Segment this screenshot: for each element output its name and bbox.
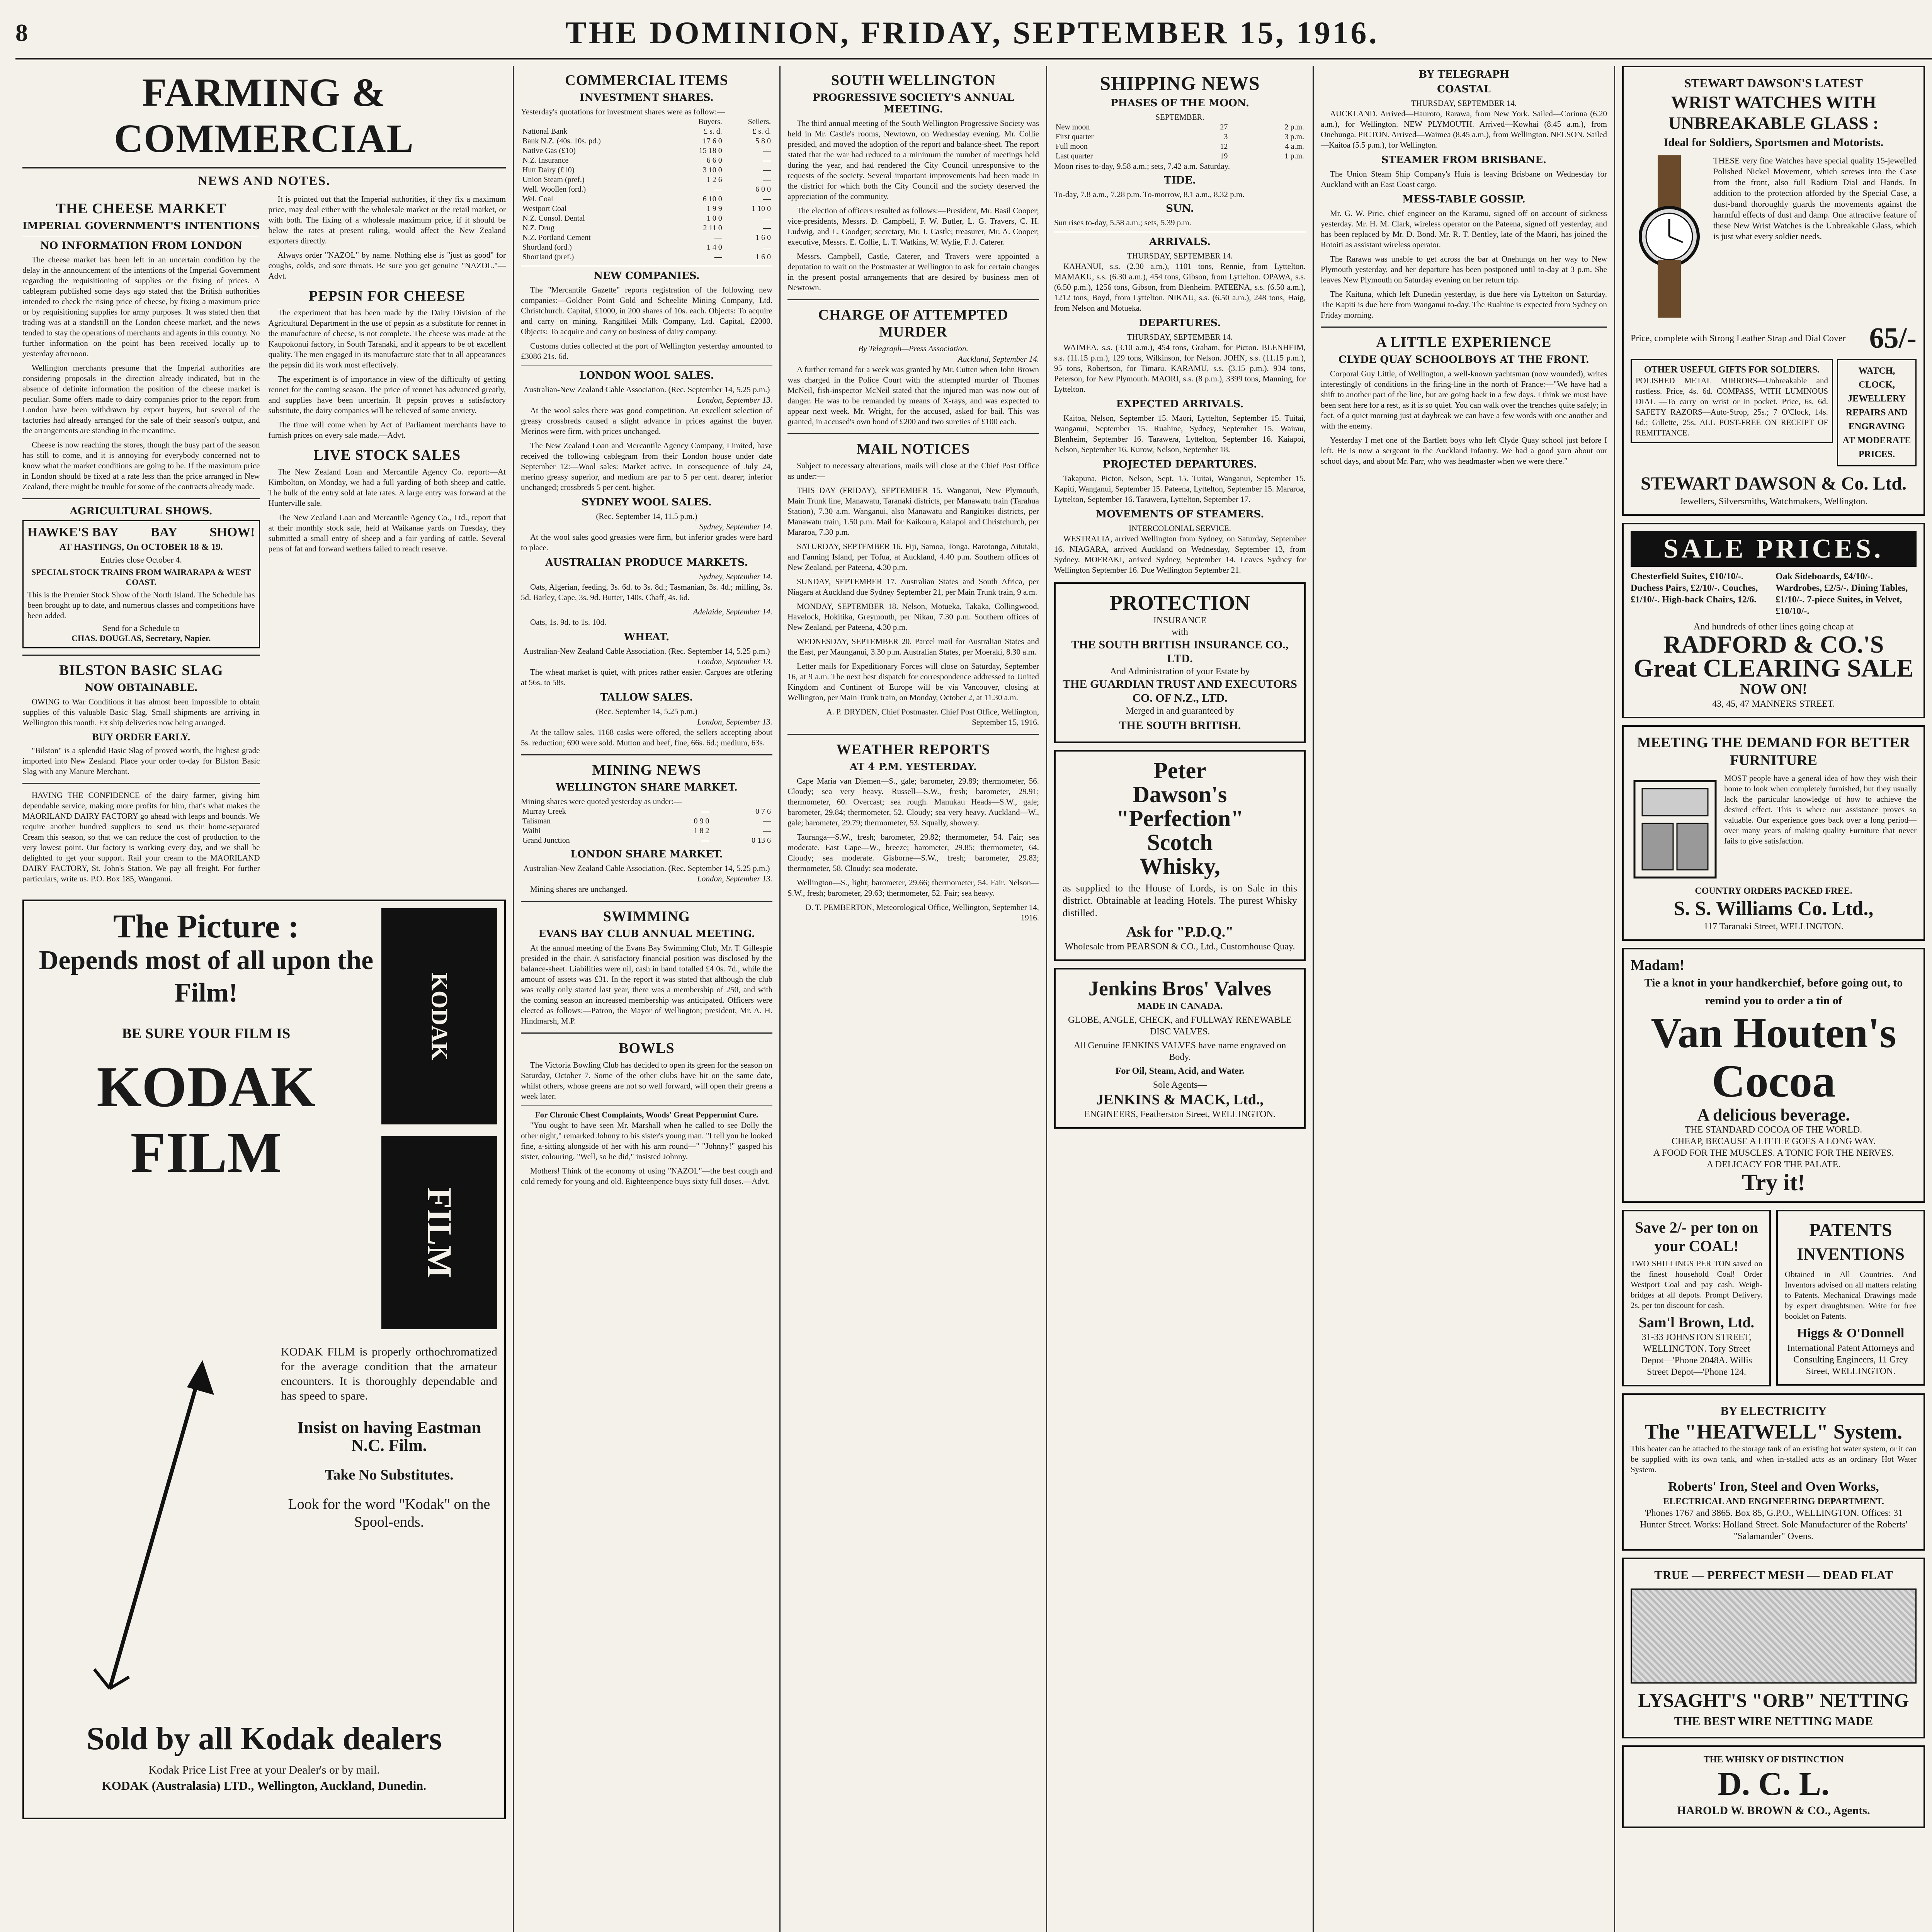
shows-headline: AGRICULTURAL SHOWS. bbox=[70, 505, 213, 517]
table-row: First quarter 3 3 p.m. bbox=[1056, 133, 1304, 141]
protection-insurance-ad: PROTECTION INSURANCE with THE SOUTH BRITISH INSURANCE CO., LTD. And Administration of your Estate by THE GUARDIAN TRUST AND EXECUTORS CO. OF N.Z., LTD. Merged in and guaranteed by THE SOUTH BRITISH. bbox=[1054, 582, 1306, 743]
newspaper-title: THE DOMINION, FRIDAY, SEPTEMBER 15, 1916. bbox=[565, 15, 1379, 50]
section-subtitle: NEWS AND NOTES. bbox=[198, 174, 330, 188]
wrist-watch-icon bbox=[1631, 155, 1708, 318]
table-row: Bank N.Z. (40s. 10s. pd.) 17 6 0 5 8 0 bbox=[522, 137, 771, 145]
little-experience-headline: A LITTLE EXPERIENCE bbox=[1376, 334, 1552, 350]
weather-headline: WEATHER REPORTS bbox=[836, 742, 990, 758]
jenkins-valves-ad: Jenkins Bros' Valves MADE IN CANADA. GLOBE, ANGLE, CHECK, and FULLWAY RENEWABLE DISC VALVES. All Genuine JENKINS VALVES have name engraved on Body. For Oil, Steam, Acid, and Water. Sole Agents— JENKINS & MACK, Ltd., ENGINEERS, Featherston Street, WELLINGTON. bbox=[1054, 968, 1306, 1129]
mining-shares-table bbox=[521, 807, 772, 845]
south-wellington-headline: SOUTH WELLINGTON bbox=[831, 72, 996, 88]
cheese-article-continued: It is pointed out that the Imperial authorities, if they fix a maximum price, may deal either with the wholesale market or the retail market, or with both. The fixing of a wholesale maximum price, if it should be below the rates at present ruling, would affect the New Zealand exporters directly. Always order "NAZOL" by name. Nothing else is "just as good" for coughs, colds, and sore throats. Be sure you get genuine "NAZOL."—Advt. bbox=[268, 194, 506, 281]
table-row: National Bank £ s. d. £ s. d. bbox=[522, 127, 771, 136]
shipping-headline: SHIPPING NEWS bbox=[1100, 72, 1260, 94]
table-row: N.Z. Drug 2 11 0 — bbox=[522, 224, 771, 232]
table-row: Westport Coal 1 9 9 1 10 0 bbox=[522, 204, 771, 213]
heatwell-ad: BY ELECTRICITY The "HEATWELL" System. This heater can be attached to the storage tank of an existing hot water system, or it can be supplied with its own tank, and when in-stalled acts as an ordinary Hot Water System. Roberts' Iron, Steel and Oven Works, ELECTRICAL AND ENGINEERING DEPARTMENT. 'Phones 1767 and 3865. Box 85, G.P.O., WELLINGTON. Offices: 31 Hunter Street. Works: Holland Street. Sole Manufacturer of the Roberts' "Salamander" Ovens. bbox=[1622, 1393, 1925, 1551]
bowls-headline: BOWLS bbox=[619, 1040, 675, 1056]
van-houten-cocoa-ad: Madam! Tie a knot in your handkerchief, before going out, to remind you to order a tin of Van Houten's Cocoa A delicious beverage. THE STANDARD COCOA OF THE WORLD. CHEAP, BECAUSE A LITTLE GOES A LONG WAY. A FOOD FOR THE MUSCLES. A TONIC FOR THE NERVES. A DELICACY FOR THE PALATE. Try it! bbox=[1622, 948, 1925, 1203]
mining-headline: MINING NEWS bbox=[592, 762, 701, 778]
dairy-factory-ad: HAVING THE CONFIDENCE of the dairy farmer, giving him dependable service, making more profits for him, that's what makes the MAORILAND DAIRY FACTORY go ahead with leaps and bounds. We require another hundred suppliers to send us their home-separated Cream this season, so that we can reduce the cost of production to the very lowest point. Our factory is working every day, and we shall be delighted to get your support. Rail your cream to the MAORILAND DAIRY FACTORY, St. John's Station. We pay all freight. For further particulars, write us. P.O. Box 185, Wanganui. bbox=[22, 791, 260, 883]
dcl-whisky-ad: THE WHISKY OF DISTINCTION D. C. L. HAROLD W. BROWN & CO., Agents. bbox=[1622, 1745, 1925, 1828]
table-row: N.Z. Insurance 6 6 0 — bbox=[522, 156, 771, 165]
kodak-film-ad: The Picture : Depends most of all upon the Film! BE SURE YOUR FILM IS KODAK FILM KODAK FILM KODAK FILM is properly orthochromatized for the average condition that the amateur encounters. It is thoroughly dependable and has speed to spare. Insist on having Eastman N.C. Film. Take No Substitutes. Look for the word "Kodak" on the Spool-ends. Sold by all Kodak dealers Kodak Price List Free at your Dealer's or by mail. KODAK (Australasia) LTD., Wellington, Auckland, Dunedin. bbox=[22, 900, 506, 1819]
column-farming bbox=[15, 66, 514, 1932]
patents-ad: PATENTS INVENTIONS Obtained in All Countries. And Inventors advised on all matters relating to Patents. Mechanical Drawings made by expert draughtsmen. Write for free booklet on Patents. Higgs & O'Donnell International Patent Attorneys and Consulting Engineers, 11 Grey Street, WELLINGTON. bbox=[1776, 1210, 1925, 1386]
dawson-whisky-ad: Peter Dawson's "Perfection" Scotch Whisky, as supplied to the House of Lords, is on Sale in this district. Obtainable at leading Hotels. The purest Whisky distilled. Ask for "P.D.Q." Wholesale from PEARSON & CO., Ltd., Customhouse Quay. bbox=[1054, 750, 1306, 961]
livestock-headline: LIVE STOCK SALES bbox=[313, 447, 461, 463]
page-number: 8 bbox=[15, 19, 28, 46]
radford-sale-ad: SALE PRICES. Chesterfield Suites, £10/10/-. Duchess Pairs, £2/10/-. Couches, £1/10/-. High-back Chairs, 12/6. Oak Sideboards, £4/10/-. Wardrobes, £2/5/-. Dining Tables, £1/10/-. 7-piece Suites, in Velvet, £10/10/-. And hundreds of other lines going cheap at RADFORD & CO.'S Great CLEARING SALE NOW ON! 43, 45, 47 MANNERS STREET. bbox=[1622, 523, 1925, 718]
table-row: N.Z. Consol. Dental 1 0 0 — bbox=[522, 214, 771, 223]
pepsin-headline: PEPSIN FOR CHEESE bbox=[308, 288, 466, 304]
price-65: 65/- bbox=[1869, 322, 1917, 354]
cheese-subhead-2: NO INFORMATION FROM LONDON bbox=[40, 240, 242, 252]
williams-furniture-ad: MEETING THE DEMAND FOR BETTER FURNITURE MOST people have a general idea of how they wish their home to look when completely furnished, but they usually lack the particular knowledge of how to achieve the desired effect. This is where our assistance proves so valuable. Our experience goes back over a long period—over many years of making quality Furniture that never fails to give satisfaction. COUNTRY ORDERS PACKED FREE. S. S. Williams Co. Ltd., 117 Taranaki Street, WELLINGTON. bbox=[1622, 725, 1925, 941]
table-row: Well. Woollen (ord.) — 6 0 0 bbox=[522, 185, 771, 194]
charge-headline: CHARGE OF ATTEMPTED MURDER bbox=[818, 307, 1009, 340]
wire-netting-illustration bbox=[1631, 1588, 1917, 1684]
sam-brown-coal-ad: Save 2/- per ton on your COAL! TWO SHILLINGS PER TON saved on the finest household Coal! Order Westport Coal and pay cash. Weigh-bridges at all depots. Prompt Delivery. 2s. per ton discount for cash. Sam'l Brown, Ltd. 31-33 JOHNSTON STREET, WELLINGTON. Tory Street Depot—'Phone 2048A. Willis Street Depot—'Phone 124. bbox=[1622, 1210, 1771, 1386]
slag-ad: OWING to War Conditions it has almost been impossible to obtain supplies of this valuable Basic Slag. Small shipments are arriving in Wellington this month. Ex ship deliveries now being arranged. BUY ORDER EARLY. "Bilston" is a splendid Basic Slag of proved worth, the highest grade imported into New Zealand. Place your order to-day for Bilston Basic Slag with any Manure Merchant. bbox=[22, 697, 260, 776]
table-row: N.Z. Portland Cement — 1 6 0 bbox=[522, 233, 771, 242]
slag-headline: BILSTON BASIC SLAG bbox=[59, 662, 223, 679]
table-row: Waihi 1 8 2 — bbox=[522, 827, 771, 835]
table-row: Native Gas (£10) 15 18 0 — bbox=[522, 146, 771, 155]
slag-subhead: NOW OBTAINABLE. bbox=[84, 682, 198, 694]
column-news: SOUTH WELLINGTON PROGRESSIVE SOCIETY'S ANNUAL MEETING. The third annual meeting of the South Wellington Progressive Society was held in Mr. Castle's rooms, Newtown, on Wednesday evening. Mr. Collie presided, and moved the adoption of the report and balance-sheet. The report stated that the war had reduced to a minimum the number of meetings held during the year, and had rendered the City Council unresponsive to the requests of the society. Several important improvements had been made in the district for which both the City Council and the society deserved the appreciation of the community. The election of officers resulted as follows:—President, Mr. Basil Cooper; vice-presidents, Messrs. D. Campbell, F. W. Butler, L. G. Travers, C. H. Ludwig, and L. Goodger; secretary, Mr. J. Castle; treasurer, Mr. A. Cooper; executive, Messrs. E. Collie, L. T. Watkins, W. Wylie, F. J. Caterer. Messrs. Campbell, Castle, Caterer, and Travers were appointed a deputation to wait on the Postmaster at Wellington to ask for certain changes in the present postal arrangements that are desired by business men of Newtown. CHARGE OF ATTEMPTED MURDER By Telegraph—Press Association. Auckland, September 14. A further remand for a week was granted by Mr. Cutten when John Brown was charged in the Police Court with the attempted murder of Thomas McNeil, fish-inspector McNeil stated that the injured man was now out of danger. He was to be remanded by means of X-rays, and was expected to appear next week. Mr. Wright, for the accused, asked for bail. This was granted, in accused's own bond of £200 and two sureties of £100 each. MAIL NOTICES Subject to necessary alterations, mails will close at the Chief Post Office as under:— THIS DAY (FRIDAY), SEPTEMBER 15. Wanganui, New Plymouth, Main Trunk line, Manawatu, Taranaki districts, per Manawatu train (Tarahua Station), 7.30 a.m. Wanganui, also Manawatu and Rangitikei districts, per Manawatu train, 1.50 p.m. Mail for Kaikoura, Kaiapoi and Christchurch, per Mararoa, 7.30 p.m. SATURDAY, SEPTEMBER 16. Fiji, Samoa, Tonga, Rarotonga, Aitutaki, and Fanning Island, per Tofua, at Auckland, 4.40 p.m. Southern offices of New Zealand, per Pateena, 4.30 p.m. SUNDAY, SEPTEMBER 17. Australian States and South Africa, per Niagara at Auckland due Sydney September 21, per Main Trunk train, 9 a.m. MONDAY, SEPTEMBER 18. Nelson, Motueka, Takaka, Collingwood, Havelock, Hokitika, Greymouth, per Nikau, 7.30 p.m. Southern offices of New Zealand, per Pateena, 4.30 p.m. WEDNESDAY, SEPTEMBER 20. Parcel mail for Australian States and the East, per Maunganui, 3.30 p.m. Australian States, per Moeraki, 8.30 a.m. Letter mails for Expeditionary Forces will close on Saturday, September 16, at 9 a.m. The next best dispatch for correspondence addressed to United Kingdom and Continent of Europe will be via Vancouver, closing at Wellington, per Main Trunk train, on Monday, October 2, at 11.30 a.m. A. P. DRYDEN, Chief Postmaster. Chief Post Office, Wellington, September 15, 1916. WEATHER REPORTS AT 4 P.M. YESTERDAY. Cape Maria van Diemen—S., gale; barometer, 29.89; thermometer, 56. Cloudy; sea very heavy. Russell—S.W., fresh; barometer, 29.91; thermometer, 60. Overcast; sea rough. Manukau Heads—S.W., gale; barometer, 29.84; thermometer, 52. Cloudy; sea very heavy. Auckland—W., gale; barometer, 29.79; thermometer, 53. Squally, showery. Tauranga—S.W., fresh; barometer, 29.82; thermometer, 54. Fair; sea moderate. East Cape—W., breeze; barometer, 29.85; thermometer, 64. Cloudy; sea moderate. Gisborne—S.W., fresh; barometer, 29.83; thermometer, 58. Cloudy; sea moderate. Wellington—S., light; barometer, 29.66; thermometer, 54. Fair. Nelson—S.W., fresh; barometer, 29.63; thermometer, 52. Fair; sea heavy. D. T. PEMBERTON, Meteorological Office, Wellington, September 14, 1916. bbox=[781, 66, 1047, 1932]
kodak-box-logo: KODAK bbox=[381, 908, 497, 1124]
table-row: Talisman 0 9 0 — bbox=[522, 817, 771, 825]
table-row: Full moon 12 4 a.m. bbox=[1056, 142, 1304, 151]
table-row: Shortland (pref.) — 1 6 0 bbox=[522, 253, 771, 261]
commercial-headline: COMMERCIAL ITEMS bbox=[565, 72, 728, 88]
cheese-headline: THE CHEESE MARKET bbox=[56, 201, 226, 217]
mail-notices-headline: MAIL NOTICES bbox=[856, 441, 970, 457]
table-row: Last quarter 19 1 p.m. bbox=[1056, 152, 1304, 160]
investment-shares-table: Buyers. Sellers. National Bank £ s. d. £ s. d. Bank N.Z. (40s. 10s. pd.) 17 6 0 5 8 0 Native Gas (£10) 15 18 0 — N.Z. Insurance 6 6 0 — Hutt Dairy (£10) 3 10 0 — Union Steam (pref.) 1 2 6 — Well. Woollen (ord.) — 6 0 0 Wel. Coal 6 10 0 — Westport Coal 1 9 9 1 10 0 N.Z. Consol. Dental 1 0 0 — N.Z. Drug 2 11 0 — N.Z. Portland Cement — 1 6 0 Shortland (ord.) 1 4 0 — Shortland (pref.) — 1 6 0 bbox=[521, 117, 772, 262]
film-box-logo: FILM bbox=[381, 1136, 497, 1329]
hawkes-bay-show-ad: HAWKE'S BAY BAY SHOW! AT HASTINGS, On OCTOBER 18 & 19. Entries close October 4. SPECIAL STOCK TRAINS FROM WAIRARAPA & WEST COAST. This is the Premier Stock Show of the North Island. The Schedule has been brought up to date, and numerous classes and competitions have been added. Send for a Schedule to CHAS. DOUGLAS, Secretary, Napier. bbox=[22, 520, 260, 648]
masthead bbox=[15, 8, 1932, 60]
swimming-headline: SWIMMING bbox=[603, 908, 690, 925]
table-row: Shortland (ord.) 1 4 0 — bbox=[522, 243, 771, 252]
column-advertisements bbox=[1615, 66, 1932, 1932]
stewart-dawson-ad: STEWART DAWSON'S LATEST WRIST WATCHES WITH UNBREAKABLE GLASS : Ideal for Soldiers, Sportsmen and Motorists. THESE very fine Watches have special quality 15-jewelled Polished Nickel Movement, which screws into the Case from the front, also full Radium Dial and Hands. In addition to the protection afforded by the Special Case, a dust-band thoroughly guards the movements against the harmful effects of dust and damp. One attractive feature of these New Wrist Watches is the Unbreakable Glass, which is just what every soldier needs. Price, complete with Strong Leather Strap and Dial Cover 65/- OTHER USEFUL GIFTS FOR SOLDIERS. POLISHED METAL MIRRORS—Unbreakable and rustless. Price, 4s. 6d. COMPASS, WITH LUMINOUS DIAL —To carry on wrist or in pocket. Price, 6s. 6d. SAFETY RAZORS—Auto-Strop, 25s.; 7 O'Clock, 14s. 6d.; Gillette, 25s. ALL POST-FREE ON RECEIPT OF REMITTANCE. WATCH, CLOCK, JEWELLERY REPAIRS AND ENGRAVING AT MODERATE PRICES. STEWART DAWSON & Co. Ltd. Jewellers, Silversmiths, Watchmakers, Wellington. bbox=[1622, 66, 1925, 516]
table-row: Murray Creek — 0 7 6 bbox=[522, 807, 771, 816]
column-telegraph: BY TELEGRAPH COASTAL THURSDAY, SEPTEMBER 14. AUCKLAND. Arrived—Hauroto, Rarawa, from New York. Sailed—Corinna (6.20 a.m.), for Wellington. NEW PLYMOUTH. Arrived—Kowhai (8.45 a.m.), from Onehunga. PICTON. Arrived—Waimea (8.45 a.m.), from Wellington. NELSON. Sailed—Kaitoa (5.5 p.m.), for Wellington. STEAMER FROM BRISBANE. The Union Steam Ship Company's Huia is leaving Brisbane on Wednesday for Auckland with an East Coast cargo. MESS-TABLE GOSSIP. Mr. G. W. Pirie, chief engineer on the Karamu, signed off on account of sickness yesterday. Mr. H. M. Clark, wireless operator on the Pateena, signed off yesterday, and has been replaced by Mr. D. Bond. Mr. R. T. Bentley, late of the Maori, has joined the Rotoiti as assistant wireless operator. The Rarawa was unable to get across the bar at Onehunga on her way to New Plymouth yesterday, and her departure has been postponed until to-day at 3 p.m. She leaves New Plymouth on Saturday evening on her return trip. The Kaituna, which left Dunedin yesterday, is due here via Lyttelton on Saturday. The Kapiti is due here from Wanganui to-day. The Ruahine is expected from Sydney on Friday morning. A LITTLE EXPERIENCE CLYDE QUAY SCHOOLBOYS AT THE FRONT. Corporal Guy Little, of Wellington, a well-known yachtsman (now wounded), writes interestingly of conditions in the firing-line in the north of France:—"We have had a shift to another part of the line, but are going back in a few days. I think we must have been sent here for a rest, as it is so quiet. You can walk over the trenches quite safely; in fact, of a quiet morning just at daybreak we can have a few words with one another and with the enemy. Yesterday I met one of the Bartlett boys who left Clyde Quay school just before I left. He is now a sergeant in the Auckland Infantry. We had a good yarn about our school days, and about Mr. Parr, who was headmaster when we were there." bbox=[1314, 66, 1615, 1932]
table-row: New moon 27 2 p.m. bbox=[1056, 123, 1304, 131]
pepsin-article: The experiment that has been made by the Dairy Division of the Agricultural Department in the use of pepsin as a substitute for rennet in the manufacture of cheese, is not complete. The cheese was made at the Kaupokonui factory, in South Taranaki, and it appears to be of excellent quality. The men engaged in its manufacture state that to all appearances the pepsin did its work most effectively. The experiment is of importance in view of the difficulty of getting rennet for the coming season. The price of rennet has advanced greatly, and supplies have been uncertain. If pepsin proves a satisfactory substitute, the dairy companies will be relieved of some anxiety. The time will come when by Act of Parliament merchants have to furnish prices on every sale made.—Advt. bbox=[268, 308, 506, 440]
arrow-icon bbox=[87, 1352, 226, 1700]
table-row: Hutt Dairy (£10) 3 10 0 — bbox=[522, 166, 771, 174]
section-title: FARMING & COMMERCIAL bbox=[22, 66, 506, 168]
table-row: Union Steam (pref.) 1 2 6 — bbox=[522, 175, 771, 184]
table-row: Grand Junction — 0 13 6 bbox=[522, 836, 771, 845]
table-row: Wel. Coal 6 10 0 — bbox=[522, 195, 771, 203]
furniture-illustration bbox=[1631, 773, 1719, 881]
column-shipping: SHIPPING NEWS PHASES OF THE MOON. SEPTEMBER. New moon 27 2 p.m. First quarter 3 3 p.m. Full moon 12 4 a.m. Last quarter 19 1 p.m. Moon rises to-day, 9.58 a.m.; sets, 7.42 a.m. Saturday. TIDE. To-day, 7.8 a.m., 7.28 p.m. To-morrow, 8.1 a.m., 8.32 p.m. SUN. Sun rises to-day, 5.58 a.m.; sets, 5.39 p.m. ARRIVALS. THURSDAY, SEPTEMBER 14. KAHANUI, s.s. (2.30 a.m.), 1101 tons, Rennie, from Lyttelton. MAMAKU, s.s. (6.30 a.m.), 454 tons, Gibson, from Lyttelton. OPAWA, s.s. (6.50 p.m.), 1256 tons, Gibson, from Blenheim. PATEENA, s.s. (6.50 a.m.), 1212 tons, Boyd, from Lyttelton. NIKAU, s.s. (6.50 a.m.), 248 tons, Haig, from Nelson and Motueka. DEPARTURES. THURSDAY, SEPTEMBER 14. WAIMEA, s.s. (3.10 a.m.), 454 tons, Graham, for Picton. BLENHEIM, s.s. (11.15 p.m.), 129 tons, Wilkinson, for Nelson. JOHN, s.s. (11.15 p.m.), 95 tons, Robertson, for Timaru. KARAMU, s.s. (3.15 p.m.), 934 tons, Peterson, for New Plymouth. MAORI, s.s. (8 p.m.), 3399 tons, Manning, for Lyttelton. EXPECTED ARRIVALS. Kaitoa, Nelson, September 15. Maori, Lyttelton, September 15. Tuitai, Wanganui, September 15. Ruahine, Sydney, September 15. Wairau, Blenheim, September 16. Tarawera, Lyttelton, September 16. Kaiapoi, Nelson, September 16. Kurow, Nelson, September 18. PROJECTED DEPARTURES. Takapuna, Picton, Nelson, Sept. 15. Tuitai, Wanganui, September 15. Kapiti, Wanganui, September 15. Pateena, Lyttelton, September 15. Mararoa, Lyttelton, September 16. Tarawera, Lyttelton, September 17. MOVEMENTS OF STEAMERS. INTERCOLONIAL SERVICE. WESTRALIA, arrived Wellington from Sydney, on Saturday, September 16. NIAGARA, arrived Auckland on Wednesday, September 13, from Sydney. MOERAKI, arrived Sydney, September 14. Leaves Sydney for Wellington September 16. Due Wellington September 21. PROTECTION INSURANCE with THE SOUTH BRITISH INSURANCE CO., LTD. And Administration of your Estate by THE GUARDIAN TRUST AND EXECUTORS CO. OF N.Z., LTD. Merged in and guaranteed by THE SOUTH BRITISH. Peter Dawson's "Perfection" Scotch Whisky, as supplied to the House of Lords, is on Sale in this district. Obtainable at leading Hotels. The purest Whisky distilled. Ask for "P.D.Q." Wholesale from PEARSON & CO., Ltd., Customhouse Quay. Jenkins Bros' Valves MADE IN CANADA. GLOBE, ANGLE, CHECK, and FULLWAY RENEWABLE DISC VALVES. All Genuine JENKINS VALVES have name engraved on Body. For Oil, Steam, Acid, and Water. Sole Agents— JENKINS & MACK, Ltd., ENGINEERS, Featherston Street, WELLINGTON. bbox=[1047, 66, 1314, 1932]
moon-phases-table bbox=[1054, 122, 1306, 161]
cheese-subhead: IMPERIAL GOVERNMENT'S INTENTIONS bbox=[22, 220, 260, 232]
cheese-article: The cheese market has been left in an uncertain condition by the delay in the announcement of the intentions of the Imperial Government regarding the requisitioning of supplies or the fixing of prices. A cablegram published some days ago stated that the British authorities intended to check the rising price of cheese, by fixing a maximum price or by requisitioning supplies for army purposes. It was stated then that trading was at a standstill on the London cheese market, and the news tended to stay the operations of merchants and agents in this country. No further information on the point has been received locally up to yesterday afternoon. Wellington merchants presume that the Imperial authorities are considering proposals in the direction already indicated, but in the absence of definite information the position of the cheese market is peculiar. Some offers made to dairy companies prior to the report from London have been withdrawn by export buyers, but several of the factories had already arranged for the sale of their season's output, and the arrangements are standing in the meantime. Cheese is now reaching the stores, though the busy part of the season has still to come, and it is annoying for everybody concerned not to know what the market conditions are going to be. If the maximum price in London should be fixed at a rate less than the price arranged in New Zealand, there might be trouble for some of the contracts already made. bbox=[22, 255, 260, 491]
livestock-article: The New Zealand Loan and Mercantile Agency Co. report:—At Kimbolton, on Monday, we had a full yarding of both sheep and cattle. The bulk of the entry sold at late rates. A large entry was forward at the Hunterville sale. The New Zealand Loan and Mercantile Agency Co., Ltd., report that at their monthly stock sale, held at Waikanae yards on Tuesday, they submitted a small entry of sheep and a fair yarding of cattle. Several pens of fat and forward wethers failed to reach reserve. bbox=[268, 467, 506, 553]
column-commercial: COMMERCIAL ITEMS INVESTMENT SHARES. Yesterday's quotations for investment shares were as follow:— Buyers. Sellers. National Bank £ s. d. £ s. d. Bank N.Z. (40s. 10s. pd.) 17 6 0 5 8 0 Native Gas (£10) 15 18 0 — N.Z. Insurance 6 6 0 — Hutt Dairy (£10) 3 10 0 — Union Steam (pref.) 1 2 6 — Well. Woollen (ord.) — 6 0 0 Wel. Coal 6 10 0 — Westport Coal 1 9 9 1 10 0 N.Z. Consol. Dental 1 0 0 — N.Z. Drug 2 11 0 — N.Z. Portland Cement — 1 6 0 Shortland (ord.) 1 4 0 — Shortland (pref.) — 1 6 0 NEW COMPANIES. The "Mercantile Gazette" reports registration of the following new companies:—Goldner Point Gold and Scheelite Mining Company, Ltd. Christchurch. Capital, £1000, in 200 shares of 10s. each. Objects: To acquire and carry on mining. Rangitikei Milk Company, Ltd. Capital, £2000. Objects: To acquire and carry on business of dairy company. Customs duties collected at the port of Wellington yesterday amounted to £3086 21s. 6d. LONDON WOOL SALES. Australian-New Zealand Cable Association. (Rec. September 14, 5.25 p.m.) London, September 13. At the wool sales there was good competition. An excellent selection of greasy crossbreds caused a slight advance in prices against the buyer. Merinos were firm, with prices unchanged. The New Zealand Loan and Mercantile Agency Company, Limited, have received the following cablegram from their London house under date September 12:—Wool sales: Market active. In consequence of July 24, merino greasy superior, and medium are par to 5 per cent. dearer; inferior unchanged; crossbreds 5 per cent. higher. SYDNEY WOOL SALES. (Rec. September 14, 11.5 p.m.) Sydney, September 14. At the wool sales good greasies were firm, but inferior grades were hard to place. AUSTRALIAN PRODUCE MARKETS. Sydney, September 14. Oats, Algerian, feeding, 3s. 6d. to 3s. 8d.; Tasmanian, 3s. 4d.; milling, 3s. 5d. Barley, Cape, 3s. 9d. Butter, 140s. Chaff, 4s. 6d. Adelaide, September 14. Oats, 1s. 9d. to 1s. 10d. WHEAT. Australian-New Zealand Cable Association. (Rec. September 14, 5.25 p.m.) London, September 13. The wheat market is quiet, with prices rather easier. Cargoes are offering at 56s. to 58s. TALLOW SALES. (Rec. September 14, 5.25 p.m.) London, September 13. At the tallow sales, 1168 casks were offered, the sellers accepting about 5s. reduction; 690 were sold. Mutton and beef, fine, 66s. 6d.; medium, 63s. MINING NEWS WELLINGTON SHARE MARKET. Mining shares were quoted yesterday as under:— Murray Creek — 0 7 6 Talisman 0 9 0 — Waihi 1 8 2 — Grand Junction — 0 13 6 LONDON SHARE MARKET. Australian-New Zealand Cable Association. (Rec. September 14, 5.25 p.m.) London, September 13. Mining shares are unchanged. SWIMMING EVANS BAY CLUB ANNUAL MEETING. At the annual meeting of the Evans Bay Swimming Club, Mr. T. Gillespie presided in the chair. A satisfactory financial position was disclosed by the balance-sheet. Liabilities were nil, cash in hand totalled £4 0s. 7d., while the amount of assets was £31. In the report it was stated that although the club was really only started last year, there was a membership of 250, and with the coming season an increased membership was anticipated. Officers were elected as follows:—Patron, the Mayor of Wellington; president, Mr. A. H. Hindmarsh, M.P. BOWLS The Victoria Bowling Club has decided to open its green for the season on Saturday, October 7. Some of the other clubs have hit on the same date, whilst others, whose greens are not so well forward, will open their greens a week later. For Chronic Chest Complaints, Woods' Great Peppermint Cure. "You ought to have seen Mr. Marshall when he called to see Dolly the other night," remarked Johnny to his sister's young man. "I tell you he looked fine, a-sitting alongside of her with his arm round—" "Johnny!" gasped his sister, colouring. "Well, so he did," insisted Johnny. Mothers! Think of the economy of using "NAZOL"—the best cough and cold remedy for young and old. Eighteenpence buys sixty full doses.—Advt. bbox=[514, 66, 781, 1932]
lysaght-netting-ad: TRUE — PERFECT MESH — DEAD FLAT LYSAGHT'S "ORB" NETTING THE BEST WIRE NETTING MADE bbox=[1622, 1558, 1925, 1738]
